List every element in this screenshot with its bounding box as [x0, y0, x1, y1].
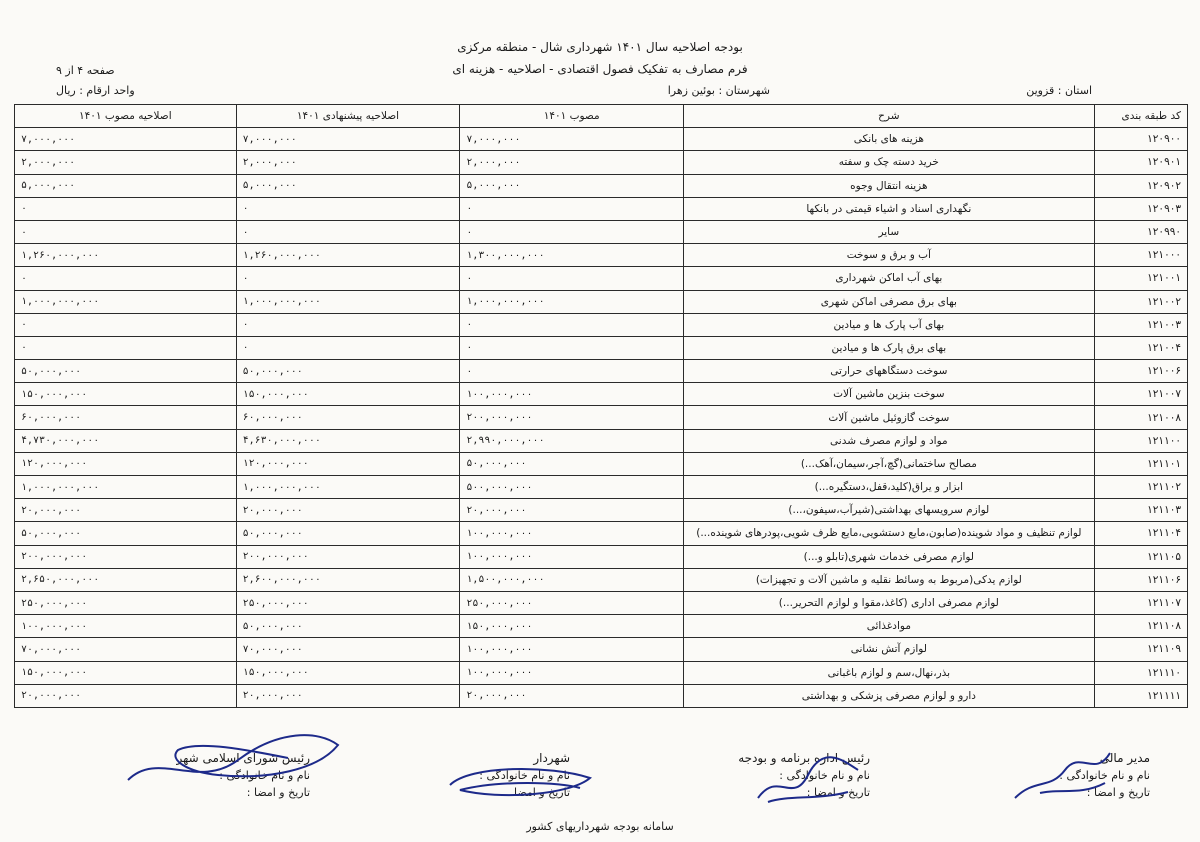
table-cell-approved: ۱۰۰,۰۰۰,۰۰۰ — [460, 638, 684, 661]
table-header-row — [15, 105, 1188, 128]
table-row — [15, 406, 1188, 429]
table-cell-final: ۰ — [15, 220, 237, 243]
table-cell-code: ۱۲۱۰۰۰ — [1094, 244, 1187, 267]
table-cell-code: ۱۲۱۱۱۰ — [1094, 661, 1187, 684]
table-cell-approved: ۱۵۰,۰۰۰,۰۰۰ — [460, 615, 684, 638]
table-cell-description: سوخت بنزین ماشین آلات — [684, 383, 1095, 406]
table-cell-proposed: ۱,۰۰۰,۰۰۰,۰۰۰ — [236, 290, 460, 313]
table-cell-code: ۱۲۰۹۰۰ — [1094, 128, 1187, 151]
table-cell-proposed: ۱۵۰,۰۰۰,۰۰۰ — [236, 661, 460, 684]
signature-role: رئیس اداره برنامه و بودجه — [738, 751, 870, 765]
table-cell-approved: ۵,۰۰۰,۰۰۰ — [460, 174, 684, 197]
table-cell-description: هزینه های بانکی — [684, 128, 1095, 151]
table-cell-approved: ۱,۰۰۰,۰۰۰,۰۰۰ — [460, 290, 684, 313]
signature-role: مدیر مالی — [1099, 751, 1150, 765]
table-cell-proposed: ۰ — [236, 197, 460, 220]
table-cell-code: ۱۲۱۱۰۷ — [1094, 591, 1187, 614]
table-cell-proposed: ۱۵۰,۰۰۰,۰۰۰ — [236, 383, 460, 406]
table-cell-final: ۱۲۰,۰۰۰,۰۰۰ — [15, 452, 237, 475]
table-cell-approved: ۱۰۰,۰۰۰,۰۰۰ — [460, 545, 684, 568]
table-cell-code: ۱۲۰۹۰۳ — [1094, 197, 1187, 220]
table-cell-proposed: ۷,۰۰۰,۰۰۰ — [236, 128, 460, 151]
table-cell-description: لوازم سرویسهای بهداشتی(شیرآب،سیفون،...) — [684, 499, 1095, 522]
table-cell-code: ۱۲۱۰۰۲ — [1094, 290, 1187, 313]
table-cell-approved: ۱۰۰,۰۰۰,۰۰۰ — [460, 383, 684, 406]
table-cell-description: مصالح ساختمانی(گچ،آجر،سیمان،آهک...) — [684, 452, 1095, 475]
table-row — [15, 244, 1188, 267]
table-cell-final: ۱,۲۶۰,۰۰۰,۰۰۰ — [15, 244, 237, 267]
table-cell-final: ۶۰,۰۰۰,۰۰۰ — [15, 406, 237, 429]
handwritten-signature-mayor — [440, 760, 600, 810]
table-row — [15, 151, 1188, 174]
table-cell-final: ۱,۰۰۰,۰۰۰,۰۰۰ — [15, 290, 237, 313]
table-cell-description: بهای آب پارک ها و میادین — [684, 313, 1095, 336]
table-cell-proposed: ۱,۲۶۰,۰۰۰,۰۰۰ — [236, 244, 460, 267]
table-row — [15, 174, 1188, 197]
table-row — [15, 267, 1188, 290]
signature-role: شهردار — [533, 751, 570, 765]
table-cell-final: ۵۰,۰۰۰,۰۰۰ — [15, 522, 237, 545]
table-cell-final: ۱,۰۰۰,۰۰۰,۰۰۰ — [15, 476, 237, 499]
table-row — [15, 615, 1188, 638]
signature-date-field: تاریخ و امضا : — [806, 786, 870, 799]
table-cell-approved: ۰ — [460, 267, 684, 290]
budget-table — [14, 104, 1188, 708]
handwritten-signature-finance — [1010, 748, 1120, 808]
table-cell-code: ۱۲۱۰۰۷ — [1094, 383, 1187, 406]
table-cell-final: ۴,۷۳۰,۰۰۰,۰۰۰ — [15, 429, 237, 452]
table-cell-code: ۱۲۱۱۰۵ — [1094, 545, 1187, 568]
table-cell-final: ۰ — [15, 197, 237, 220]
table-cell-proposed: ۲,۶۰۰,۰۰۰,۰۰۰ — [236, 568, 460, 591]
table-cell-proposed: ۰ — [236, 313, 460, 336]
table-cell-code: ۱۲۱۰۰۳ — [1094, 313, 1187, 336]
signature-name-field: نام و نام خانوادگی : — [219, 769, 310, 782]
table-cell-description: سوخت دستگاههای حرارتی — [684, 360, 1095, 383]
signature-name-field: نام و نام خانوادگی : — [479, 769, 570, 782]
column-header-proposed: اصلاحیه پیشنهادی ۱۴۰۱ — [236, 105, 460, 128]
table-cell-approved: ۲۰,۰۰۰,۰۰۰ — [460, 499, 684, 522]
table-cell-description: بهای برق مصرفی اماکن شهری — [684, 290, 1095, 313]
document-subtitle: فرم مصارف به تفکیک فصول اقتصادی - اصلاحیه - هزینه ای — [452, 62, 748, 76]
table-cell-description: لوازم آتش نشانی — [684, 638, 1095, 661]
signature-role: رئیس شورای اسلامی شهر — [176, 751, 310, 765]
table-cell-description: لوازم یدکی(مربوط به وسائط نقلیه و ماشین آلات و تجهیزات) — [684, 568, 1095, 591]
table-cell-description: خرید دسته چک و سفته — [684, 151, 1095, 174]
table-cell-proposed: ۰ — [236, 220, 460, 243]
page-number: صفحه ۴ از ۹ — [56, 64, 115, 77]
table-cell-description: مواد و لوازم مصرف شدنی — [684, 429, 1095, 452]
table-cell-approved: ۰ — [460, 336, 684, 359]
table-cell-proposed: ۰ — [236, 267, 460, 290]
table-cell-code: ۱۲۱۱۰۰ — [1094, 429, 1187, 452]
column-header-final: اصلاحیه مصوب ۱۴۰۱ — [15, 105, 237, 128]
table-row — [15, 429, 1188, 452]
column-header-description: شرح — [684, 105, 1095, 128]
table-cell-description: موادغذائی — [684, 615, 1095, 638]
table-cell-description: بهای برق پارک ها و میادین — [684, 336, 1095, 359]
table-cell-description: بذر،نهال،سم و لوازم باغبانی — [684, 661, 1095, 684]
table-cell-approved: ۰ — [460, 360, 684, 383]
table-cell-approved: ۲۰,۰۰۰,۰۰۰ — [460, 684, 684, 707]
table-cell-description: بهای آب اماکن شهرداری — [684, 267, 1095, 290]
table-cell-proposed: ۵۰,۰۰۰,۰۰۰ — [236, 360, 460, 383]
table-cell-proposed: ۶۰,۰۰۰,۰۰۰ — [236, 406, 460, 429]
table-cell-description: سوخت گازوئیل ماشین آلات — [684, 406, 1095, 429]
table-row — [15, 383, 1188, 406]
footer-system-name: سامانه بودجه شهرداریهای کشور — [526, 820, 674, 833]
table-cell-description: دارو و لوازم مصرفی پزشکی و بهداشتی — [684, 684, 1095, 707]
table-cell-final: ۰ — [15, 313, 237, 336]
column-header-approved: مصوب ۱۴۰۱ — [460, 105, 684, 128]
table-cell-code: ۱۲۱۱۰۳ — [1094, 499, 1187, 522]
table-cell-approved: ۱۰۰,۰۰۰,۰۰۰ — [460, 661, 684, 684]
table-cell-description: لوازم مصرفی خدمات شهری(تابلو و...) — [684, 545, 1095, 568]
table-cell-description: آب و برق و سوخت — [684, 244, 1095, 267]
table-row — [15, 545, 1188, 568]
table-cell-final: ۲۰۰,۰۰۰,۰۰۰ — [15, 545, 237, 568]
table-cell-code: ۱۲۰۹۹۰ — [1094, 220, 1187, 243]
table-cell-code: ۱۲۰۹۰۱ — [1094, 151, 1187, 174]
table-cell-final: ۱۵۰,۰۰۰,۰۰۰ — [15, 383, 237, 406]
table-cell-approved: ۷,۰۰۰,۰۰۰ — [460, 128, 684, 151]
handwritten-signature-planning — [748, 750, 868, 810]
table-row — [15, 313, 1188, 336]
table-cell-code: ۱۲۱۱۰۱ — [1094, 452, 1187, 475]
table-cell-final: ۱۰۰,۰۰۰,۰۰۰ — [15, 615, 237, 638]
table-cell-code: ۱۲۱۰۰۴ — [1094, 336, 1187, 359]
table-row — [15, 568, 1188, 591]
table-cell-proposed: ۵۰,۰۰۰,۰۰۰ — [236, 615, 460, 638]
table-cell-final: ۲,۶۵۰,۰۰۰,۰۰۰ — [15, 568, 237, 591]
table-cell-final: ۲۰,۰۰۰,۰۰۰ — [15, 684, 237, 707]
table-cell-code: ۱۲۱۱۰۶ — [1094, 568, 1187, 591]
table-row — [15, 360, 1188, 383]
table-row — [15, 128, 1188, 151]
table-cell-approved: ۵۰۰,۰۰۰,۰۰۰ — [460, 476, 684, 499]
table-cell-code: ۱۲۱۱۰۹ — [1094, 638, 1187, 661]
table-cell-code: ۱۲۱۰۰۸ — [1094, 406, 1187, 429]
table-cell-approved: ۲۵۰,۰۰۰,۰۰۰ — [460, 591, 684, 614]
document-title: بودجه اصلاحیه سال ۱۴۰۱ شهرداری شال - منطقه مرکزی — [457, 40, 743, 54]
column-header-code: کد طبقه بندی — [1094, 105, 1187, 128]
table-cell-approved: ۲,۰۰۰,۰۰۰ — [460, 151, 684, 174]
table-cell-approved: ۲۰۰,۰۰۰,۰۰۰ — [460, 406, 684, 429]
table-cell-proposed: ۵۰,۰۰۰,۰۰۰ — [236, 522, 460, 545]
table-row — [15, 220, 1188, 243]
table-cell-final: ۵,۰۰۰,۰۰۰ — [15, 174, 237, 197]
currency-unit: واحد ارقام : ریال — [56, 84, 135, 97]
table-cell-approved: ۱,۳۰۰,۰۰۰,۰۰۰ — [460, 244, 684, 267]
table-row — [15, 684, 1188, 707]
signature-name-field: نام و نام خانوادگی : — [779, 769, 870, 782]
table-cell-proposed: ۲۰,۰۰۰,۰۰۰ — [236, 499, 460, 522]
table-cell-proposed: ۲۵۰,۰۰۰,۰۰۰ — [236, 591, 460, 614]
table-cell-code: ۱۲۰۹۰۲ — [1094, 174, 1187, 197]
signature-name-field: نام و نام خانوادگی : — [1059, 769, 1150, 782]
signature-date-field: تاریخ و امضا — [513, 786, 570, 799]
table-cell-approved: ۲,۹۹۰,۰۰۰,۰۰۰ — [460, 429, 684, 452]
table-cell-approved: ۱۰۰,۰۰۰,۰۰۰ — [460, 522, 684, 545]
table-cell-code: ۱۲۱۰۰۶ — [1094, 360, 1187, 383]
table-cell-proposed: ۲,۰۰۰,۰۰۰ — [236, 151, 460, 174]
table-row — [15, 452, 1188, 475]
table-cell-proposed: ۴,۶۳۰,۰۰۰,۰۰۰ — [236, 429, 460, 452]
table-row — [15, 476, 1188, 499]
table-cell-proposed: ۰ — [236, 336, 460, 359]
table-cell-final: ۷۰,۰۰۰,۰۰۰ — [15, 638, 237, 661]
table-cell-final: ۱۵۰,۰۰۰,۰۰۰ — [15, 661, 237, 684]
table-row — [15, 499, 1188, 522]
table-cell-final: ۲۰,۰۰۰,۰۰۰ — [15, 499, 237, 522]
table-cell-code: ۱۲۱۰۰۱ — [1094, 267, 1187, 290]
table-cell-proposed: ۲۰,۰۰۰,۰۰۰ — [236, 684, 460, 707]
table-cell-final: ۲,۰۰۰,۰۰۰ — [15, 151, 237, 174]
table-row — [15, 290, 1188, 313]
table-cell-description: ابزار و یراق(کلید،قفل،دستگیره...) — [684, 476, 1095, 499]
signature-date-field: تاریخ و امضا : — [246, 786, 310, 799]
table-cell-approved: ۱,۵۰۰,۰۰۰,۰۰۰ — [460, 568, 684, 591]
table-cell-final: ۰ — [15, 267, 237, 290]
province-label: استان : قزوین — [1026, 84, 1092, 97]
city-label: شهرستان : بوئین زهرا — [667, 84, 770, 97]
table-cell-description: لوازم تنظیف و مواد شوینده(صابون،مایع دستشویی،مایع ظرف شویی،پودرهای شوینده...) — [684, 522, 1095, 545]
table-cell-approved: ۵۰,۰۰۰,۰۰۰ — [460, 452, 684, 475]
table-row — [15, 522, 1188, 545]
table-cell-code: ۱۲۱۱۰۴ — [1094, 522, 1187, 545]
table-cell-final: ۰ — [15, 336, 237, 359]
table-cell-code: ۱۲۱۱۰۸ — [1094, 615, 1187, 638]
table-cell-proposed: ۲۰۰,۰۰۰,۰۰۰ — [236, 545, 460, 568]
table-cell-approved: ۰ — [460, 220, 684, 243]
table-cell-approved: ۰ — [460, 197, 684, 220]
table-cell-code: ۱۲۱۱۰۲ — [1094, 476, 1187, 499]
table-cell-final: ۷,۰۰۰,۰۰۰ — [15, 128, 237, 151]
table-cell-description: سایر — [684, 220, 1095, 243]
table-cell-description: هزینه انتقال وجوه — [684, 174, 1095, 197]
budget-table-body — [15, 128, 1188, 708]
table-row — [15, 661, 1188, 684]
table-cell-proposed: ۵,۰۰۰,۰۰۰ — [236, 174, 460, 197]
table-cell-final: ۵۰,۰۰۰,۰۰۰ — [15, 360, 237, 383]
table-row — [15, 336, 1188, 359]
table-row — [15, 197, 1188, 220]
table-cell-proposed: ۷۰,۰۰۰,۰۰۰ — [236, 638, 460, 661]
table-cell-approved: ۰ — [460, 313, 684, 336]
handwritten-signature-council — [118, 720, 348, 800]
table-cell-proposed: ۱,۰۰۰,۰۰۰,۰۰۰ — [236, 476, 460, 499]
table-cell-proposed: ۱۲۰,۰۰۰,۰۰۰ — [236, 452, 460, 475]
table-cell-code: ۱۲۱۱۱۱ — [1094, 684, 1187, 707]
table-row — [15, 638, 1188, 661]
table-cell-description: لوازم مصرفی اداری (کاغذ،مقوا و لوازم التحریر...) — [684, 591, 1095, 614]
table-cell-final: ۲۵۰,۰۰۰,۰۰۰ — [15, 591, 237, 614]
table-cell-description: نگهداری اسناد و اشیاء قیمتی در بانکها — [684, 197, 1095, 220]
table-row — [15, 591, 1188, 614]
signature-date-field: تاریخ و امضا : — [1086, 786, 1150, 799]
